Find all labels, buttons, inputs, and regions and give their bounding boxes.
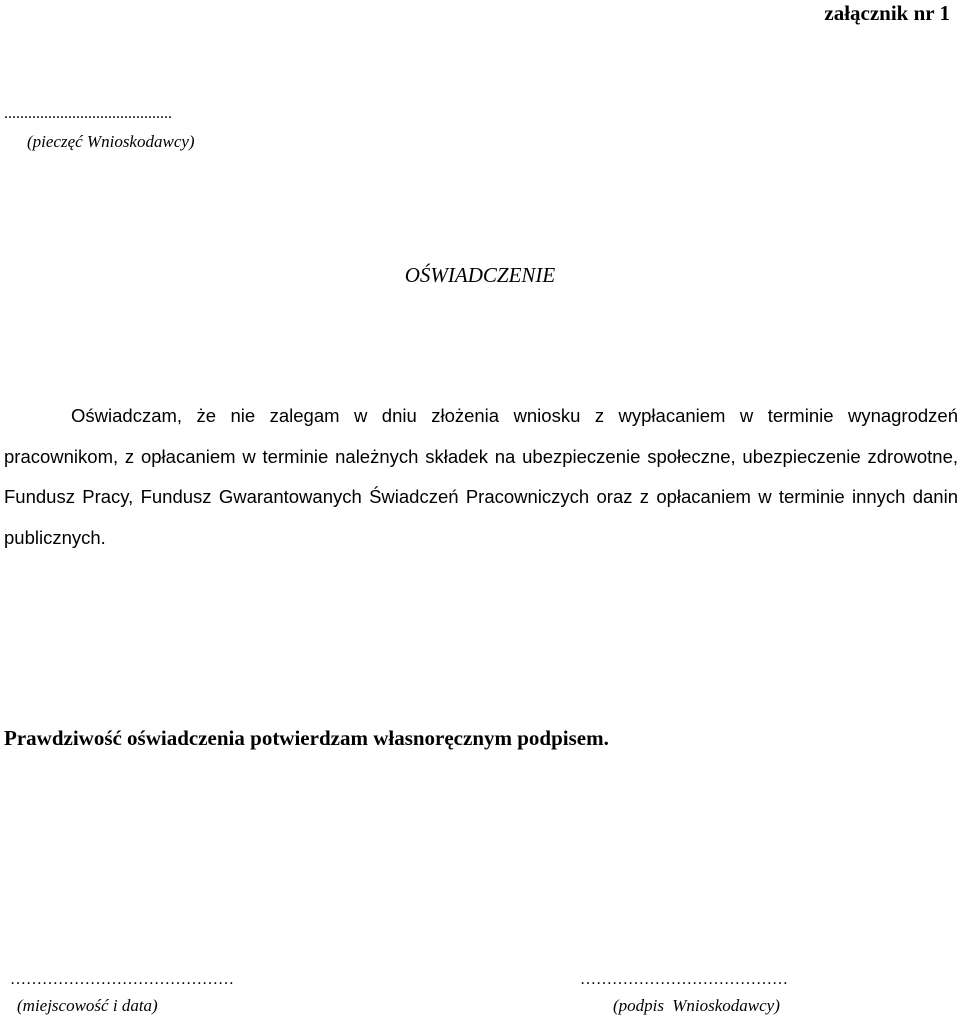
stamp-label: (pieczęć Wnioskodawcy) xyxy=(27,132,195,151)
confirmation-sentence: Prawdziwość oświadczenia potwierdzam własnoręcznym podpisem. xyxy=(4,726,609,750)
place-date-dotted-line: …………………………………… xyxy=(10,971,234,988)
statement-paragraph: Oświadczam, że nie zalegam w dniu złożenia wniosku z wypłacaniem w terminie wynagrodzeń pracownikom, z opłacaniem w terminie należnych składek na ubezpieczenie społeczne, ubezpieczenie zdrowotne, Fundusz Pracy, Fundusz Gwarantowanych Świadczeń Pracowniczych oraz z opłacaniem w terminie innych danin publicznych. xyxy=(4,405,958,548)
stamp-dotted-line: .......................................... xyxy=(4,105,172,122)
signature-dotted-line: ………………………………… xyxy=(580,971,788,988)
document-title: OŚWIADCZENIE xyxy=(404,263,556,287)
place-date-label: (miejscowość i data) xyxy=(17,996,158,1015)
signature-label: (podpis Wnioskodawcy) xyxy=(613,996,780,1015)
annex-label: załącznik nr 1 xyxy=(824,1,950,25)
